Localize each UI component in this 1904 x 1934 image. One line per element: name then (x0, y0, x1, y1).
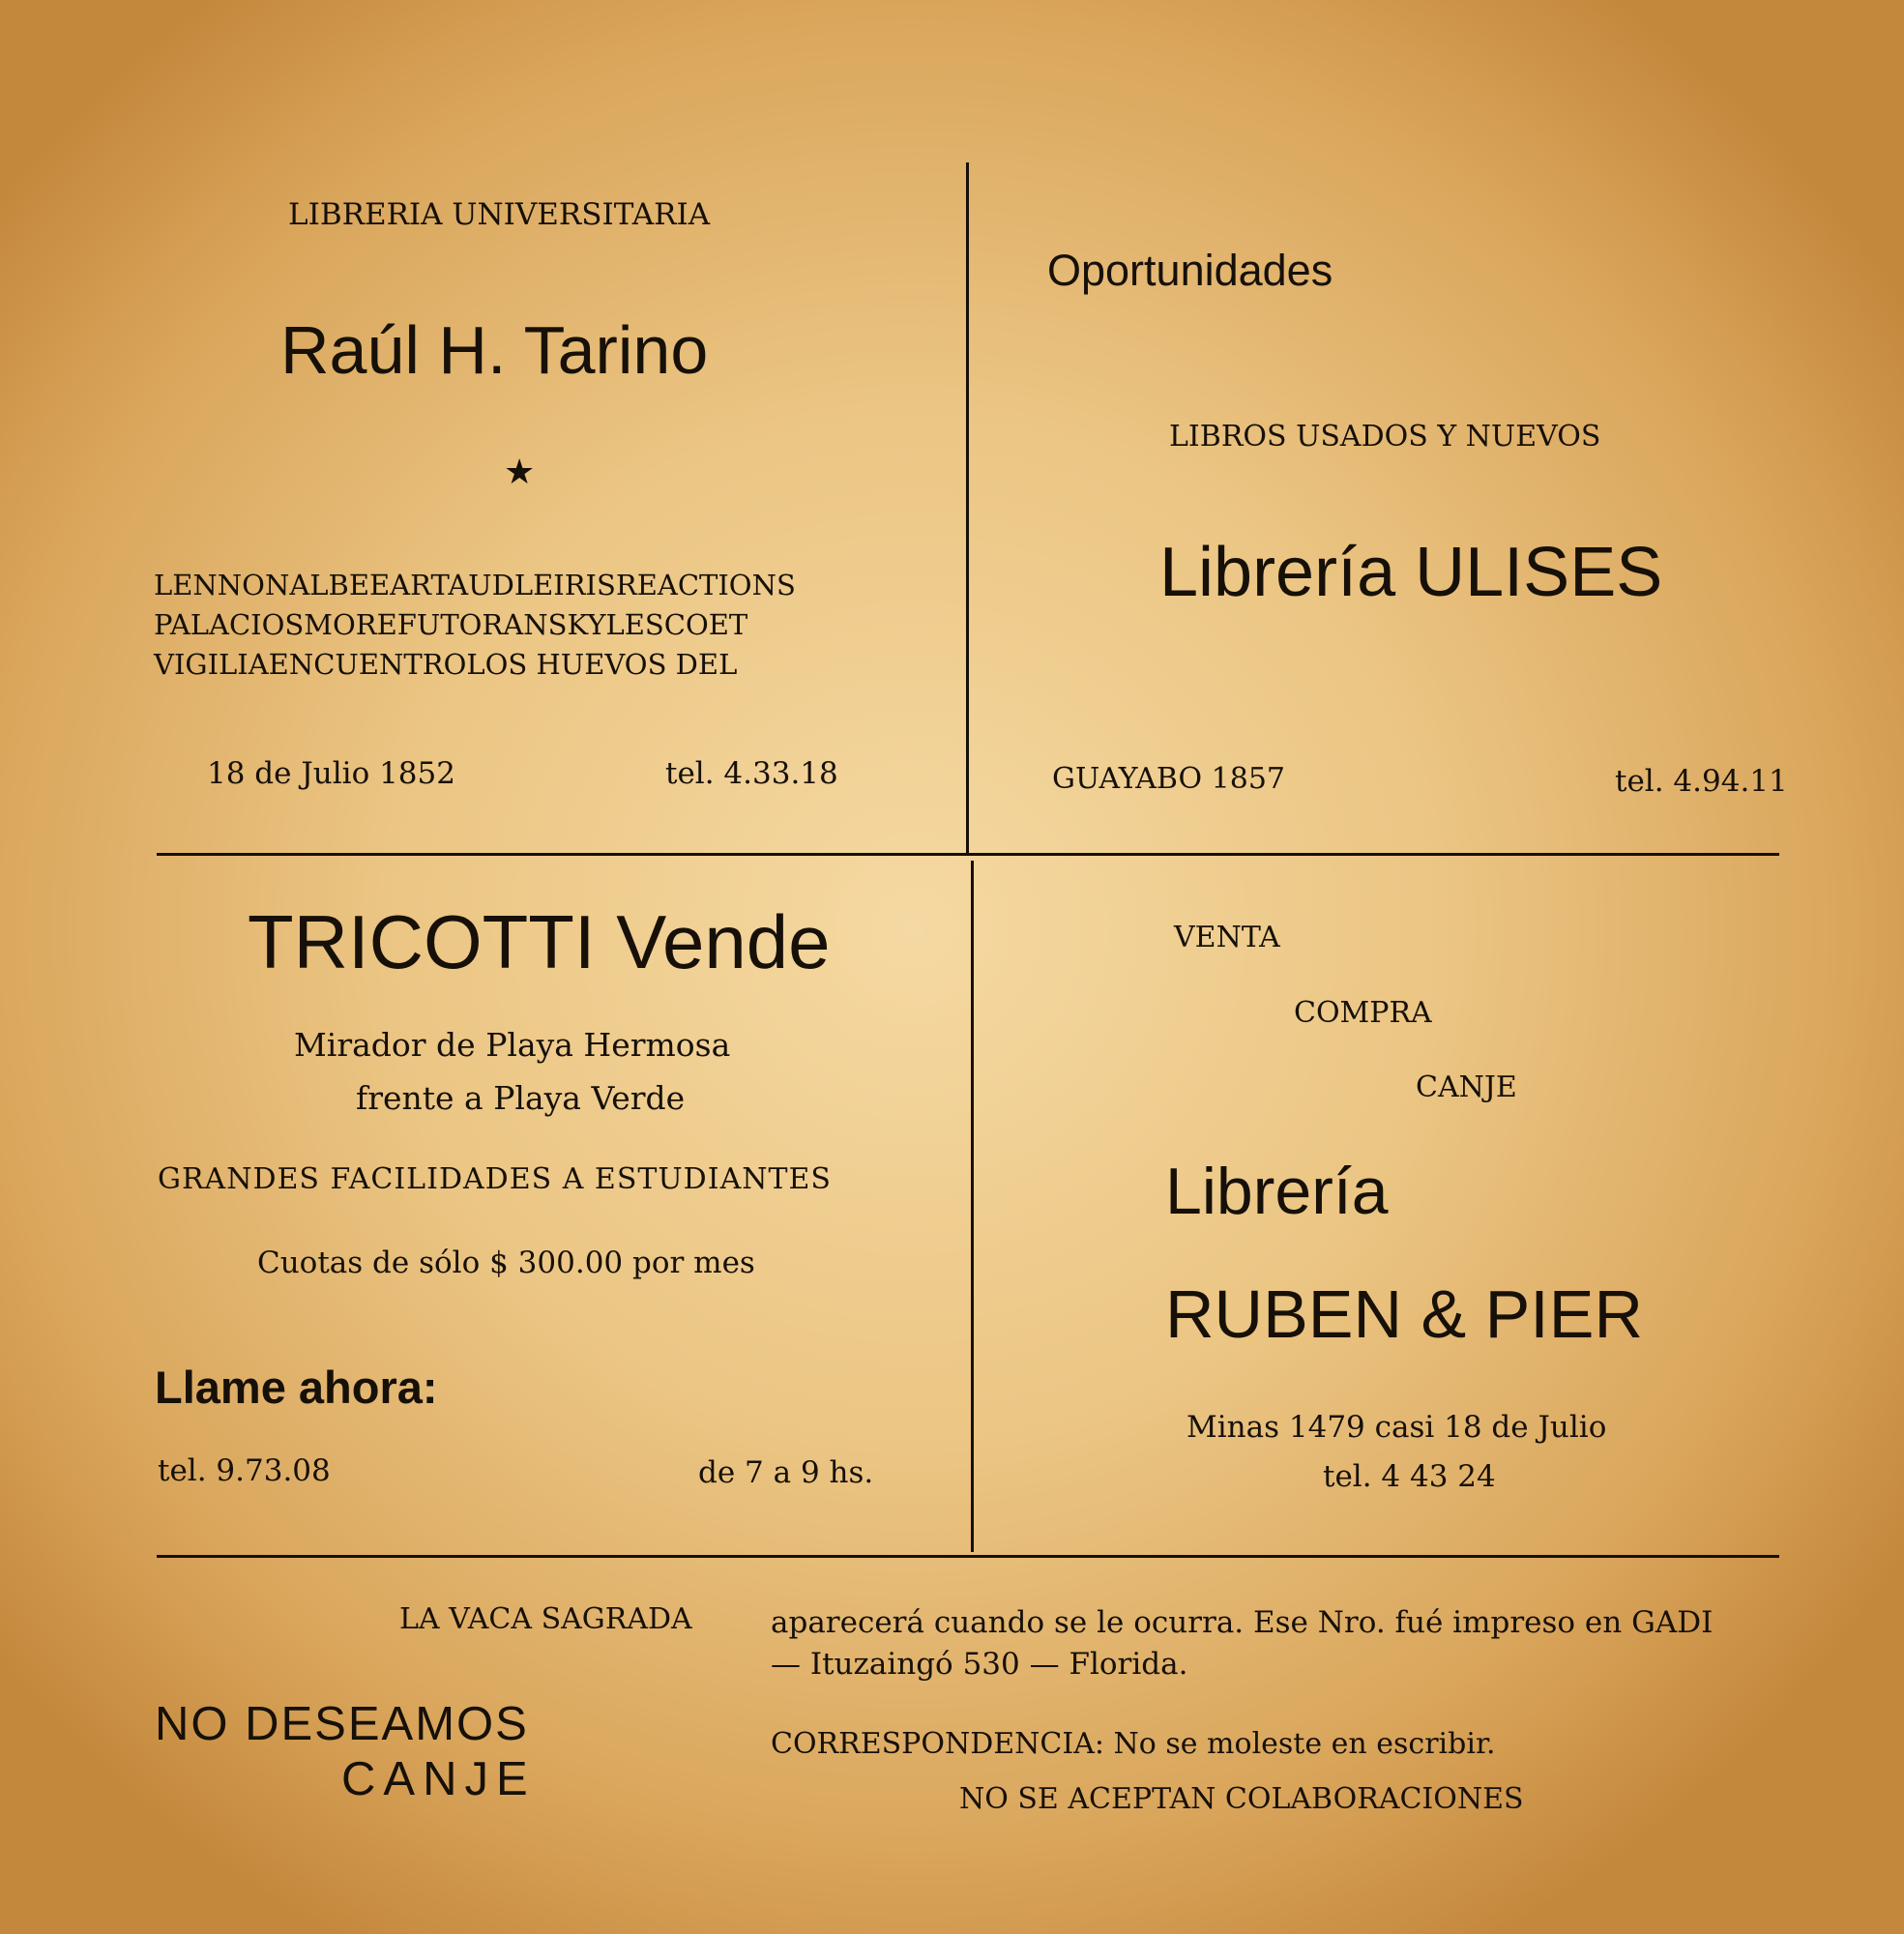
tarino-authors-line-2: PALACIOSMOREFUTORANSKYLESCOET (154, 608, 748, 641)
tricotti-phone: tel. 9.73.08 (158, 1453, 331, 1488)
no-collaborations-note: NO SE ACEPTAN COLABORACIONES (959, 1782, 1524, 1816)
ulises-subheading: LIBROS USADOS Y NUEVOS (1169, 420, 1601, 454)
ulises-address: GUAYABO 1857 (1052, 762, 1285, 796)
tricotti-price: Cuotas de sólo $ 300.00 por mes (257, 1245, 755, 1280)
tarino-name: Raúl H. Tarino (280, 312, 709, 388)
vertical-divider-top (966, 162, 969, 856)
ruben-canje: CANJE (1416, 1070, 1517, 1104)
horizontal-divider-middle (157, 853, 1779, 856)
ulises-heading: Oportunidades (1047, 246, 1333, 295)
tarino-heading: LIBRERIA UNIVERSITARIA (288, 197, 711, 232)
tarino-address: 18 de Julio 1852 (207, 756, 455, 791)
tricotti-call: Llame ahora: (155, 1362, 438, 1413)
tarino-authors-line-3: VIGILIAENCUENTROLOS HUEVOS DEL (154, 648, 738, 681)
tarino-phone: tel. 4.33.18 (665, 756, 838, 791)
tricotti-offer: GRANDES FACILIDADES A ESTUDIANTES (158, 1162, 832, 1196)
tarino-authors-line-1: LENNONALBEEARTAUDLEIRISREACTIONS (154, 569, 796, 601)
tricotti-location-line-1: Mirador de Playa Hermosa (294, 1026, 731, 1064)
ruben-venta: VENTA (1174, 921, 1280, 954)
no-exchange-line-1: NO DESEAMOS (155, 1698, 529, 1750)
ruben-name-line-1: Librería (1165, 1155, 1389, 1228)
tricotti-name: TRICOTTI Vende (248, 899, 831, 984)
print-notice-line-2: — Ituzaingó 530 — Florida. (771, 1647, 1188, 1682)
vertical-divider-bottom (971, 861, 974, 1552)
ulises-phone: tel. 4.94.11 (1615, 764, 1788, 799)
ruben-address: Minas 1479 casi 18 de Julio (1186, 1410, 1607, 1445)
ulises-name: Librería ULISES (1159, 534, 1663, 611)
ruben-phone: tel. 4 43 24 (1323, 1459, 1496, 1494)
magazine-title: LA VACA SAGRADA (399, 1602, 692, 1636)
tricotti-location-line-2: frente a Playa Verde (356, 1079, 686, 1117)
print-notice-line-1: aparecerá cuando se le ocurra. Ese Nro. fué impreso en GADI (771, 1605, 1714, 1640)
correspondence-note: CORRESPONDENCIA: No se moleste en escribir. (771, 1727, 1496, 1761)
horizontal-divider-bottom (157, 1555, 1779, 1558)
star-icon: ★ (504, 453, 536, 492)
ruben-name-line-2: RUBEN & PIER (1165, 1276, 1643, 1352)
tricotti-hours: de 7 a 9 hs. (698, 1455, 874, 1490)
no-exchange-line-2: CANJE (341, 1753, 536, 1805)
ruben-compra: COMPRA (1294, 996, 1432, 1030)
